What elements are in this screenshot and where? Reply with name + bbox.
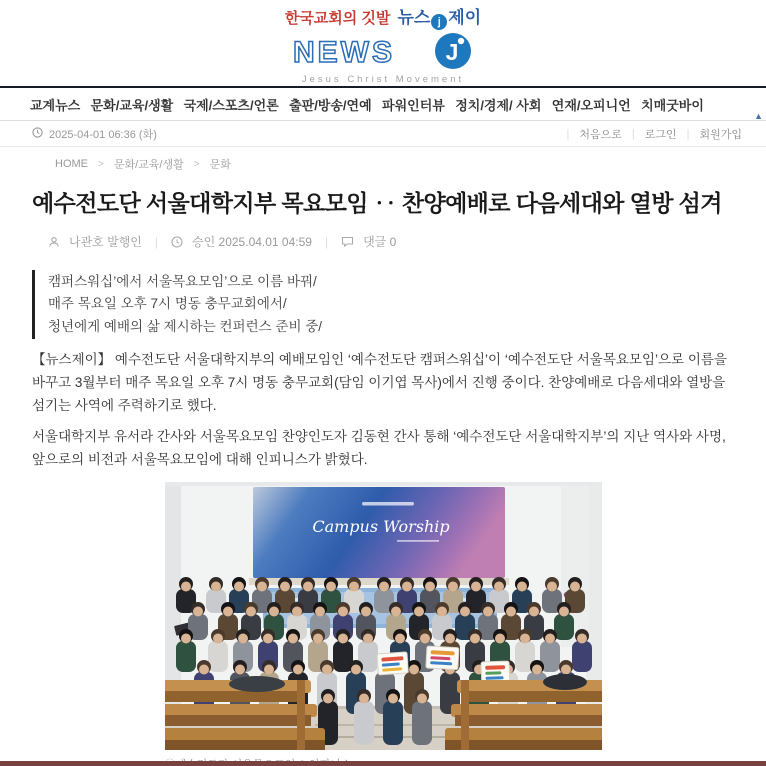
- quote-line: 매주 목요일 오후 7시 명동 충무교회에서/: [48, 296, 287, 312]
- clock-icon: [171, 236, 183, 248]
- logo-j: J: [445, 39, 459, 65]
- article-content: [0, 156, 766, 766]
- nav-item-church-news[interactable]: 교계뉴스: [30, 97, 81, 113]
- scroll-top-arrow-icon[interactable]: ▲: [754, 111, 763, 121]
- comment-icon: [341, 236, 354, 248]
- nav-item-series[interactable]: 연재/오피니언: [551, 97, 631, 113]
- article-title: 예수전도단 서울대학지부 목요모임 ‥ 찬양예배로 다음세대와 열방 섬겨: [32, 190, 722, 216]
- clock-icon: [32, 127, 43, 141]
- util-separator: |: [631, 127, 635, 140]
- logo-j-dot-icon: [458, 38, 464, 44]
- article-paragraph: 서울대학지부 유서라 간사와 서울목요모임 찬양인도자 김동현 간사 통해 ‘예수전도단 서울대학지부’의 지난 역사와 사명, 앞으로의 비전과 서울목요모임에 대해 인피니스가 밝혔다.: [32, 429, 726, 467]
- nav-item-culture[interactable]: 문화/교육/생활: [90, 97, 174, 113]
- util-separator: |: [686, 127, 690, 140]
- user-icon: [48, 236, 60, 248]
- logo-subtitle: Jesus Christ Movement: [301, 74, 465, 85]
- utility-bar: [0, 121, 766, 147]
- logo-main: [285, 31, 481, 71]
- util-separator: |: [566, 127, 570, 140]
- site-header: [0, 0, 766, 86]
- breadcrumb-home[interactable]: HOME: [55, 158, 88, 170]
- current-datetime: 2025-04-01 06:36 (화): [49, 128, 157, 141]
- link-home[interactable]: 처음으로: [579, 128, 622, 141]
- comment-count[interactable]: 댓글 0: [363, 235, 397, 249]
- quote-line: 청년에게 예배의 삶 제시하는 컨퍼런스 준비 중/: [48, 318, 323, 334]
- byline-separator: |: [154, 234, 159, 249]
- newsj-logo-icon: [291, 31, 475, 71]
- nav-item-dementia[interactable]: 치매굿바이: [641, 97, 704, 113]
- logo-tagline-red: 한국교회의 깃발: [284, 10, 391, 27]
- nav-item-interview[interactable]: 파워인터뷰: [382, 97, 445, 113]
- breadcrumb-separator: >: [193, 158, 200, 170]
- logo-tagline-news: 뉴스: [397, 8, 431, 27]
- link-signup[interactable]: 회원가입: [699, 128, 742, 141]
- nav-item-international[interactable]: 국제/스포츠/언론: [183, 97, 279, 113]
- byline-separator: |: [324, 234, 329, 249]
- approved-datetime: 승인 2025.04.01 04:59: [192, 235, 312, 249]
- author-name: 나관호 발행인: [69, 235, 142, 249]
- breadcrumb-section[interactable]: 문화/교육/생활: [113, 159, 184, 171]
- logo-tagline-jei: 제이: [448, 8, 482, 27]
- footer-edge-bar: [0, 761, 766, 766]
- utility-links: [567, 126, 753, 142]
- breadcrumb: [55, 156, 736, 172]
- group-photo-illustration-icon: [165, 482, 602, 750]
- byline: [48, 233, 736, 250]
- screen-title-text: Campus Worship: [311, 516, 450, 536]
- right-pews: [445, 674, 602, 750]
- site-logo[interactable]: [285, 8, 481, 85]
- link-login[interactable]: 로그인: [644, 128, 677, 141]
- left-pews: [165, 676, 325, 750]
- article-paragraph: 【뉴스제이】 예수전도단 서울대학지부의 예배모임인 ‘예수전도단 캠퍼스워십’이 ‘예수전도단 서울목요모임’으로 이름을 바꾸고 3월부터 매주 목요일 오후 7시 명동 충무교회(담임 이기엽 목사)에서 진행 중이다. 찬양예배로 다음세대와 열방을 섬기는 사역에 주력하기로 했다.: [32, 352, 727, 414]
- logo-j-mini-icon: j: [431, 14, 447, 30]
- quote-line: 캠퍼스워십’에서 서울목요모임’으로 이름 바꿔/: [48, 274, 317, 289]
- nav-item-politics[interactable]: 정치/경제/ 사회: [455, 97, 542, 113]
- utility-left: [32, 126, 157, 142]
- nav-item-publishing[interactable]: 출판/방송/연예: [289, 97, 372, 113]
- breadcrumb-separator: >: [98, 158, 104, 170]
- logo-word: NEWS: [292, 36, 395, 69]
- breadcrumb-category[interactable]: 문화: [209, 159, 231, 171]
- lede-quote: [32, 270, 736, 339]
- logo-tagline: [285, 8, 481, 30]
- article-photo: [165, 482, 602, 766]
- main-nav: [0, 86, 766, 121]
